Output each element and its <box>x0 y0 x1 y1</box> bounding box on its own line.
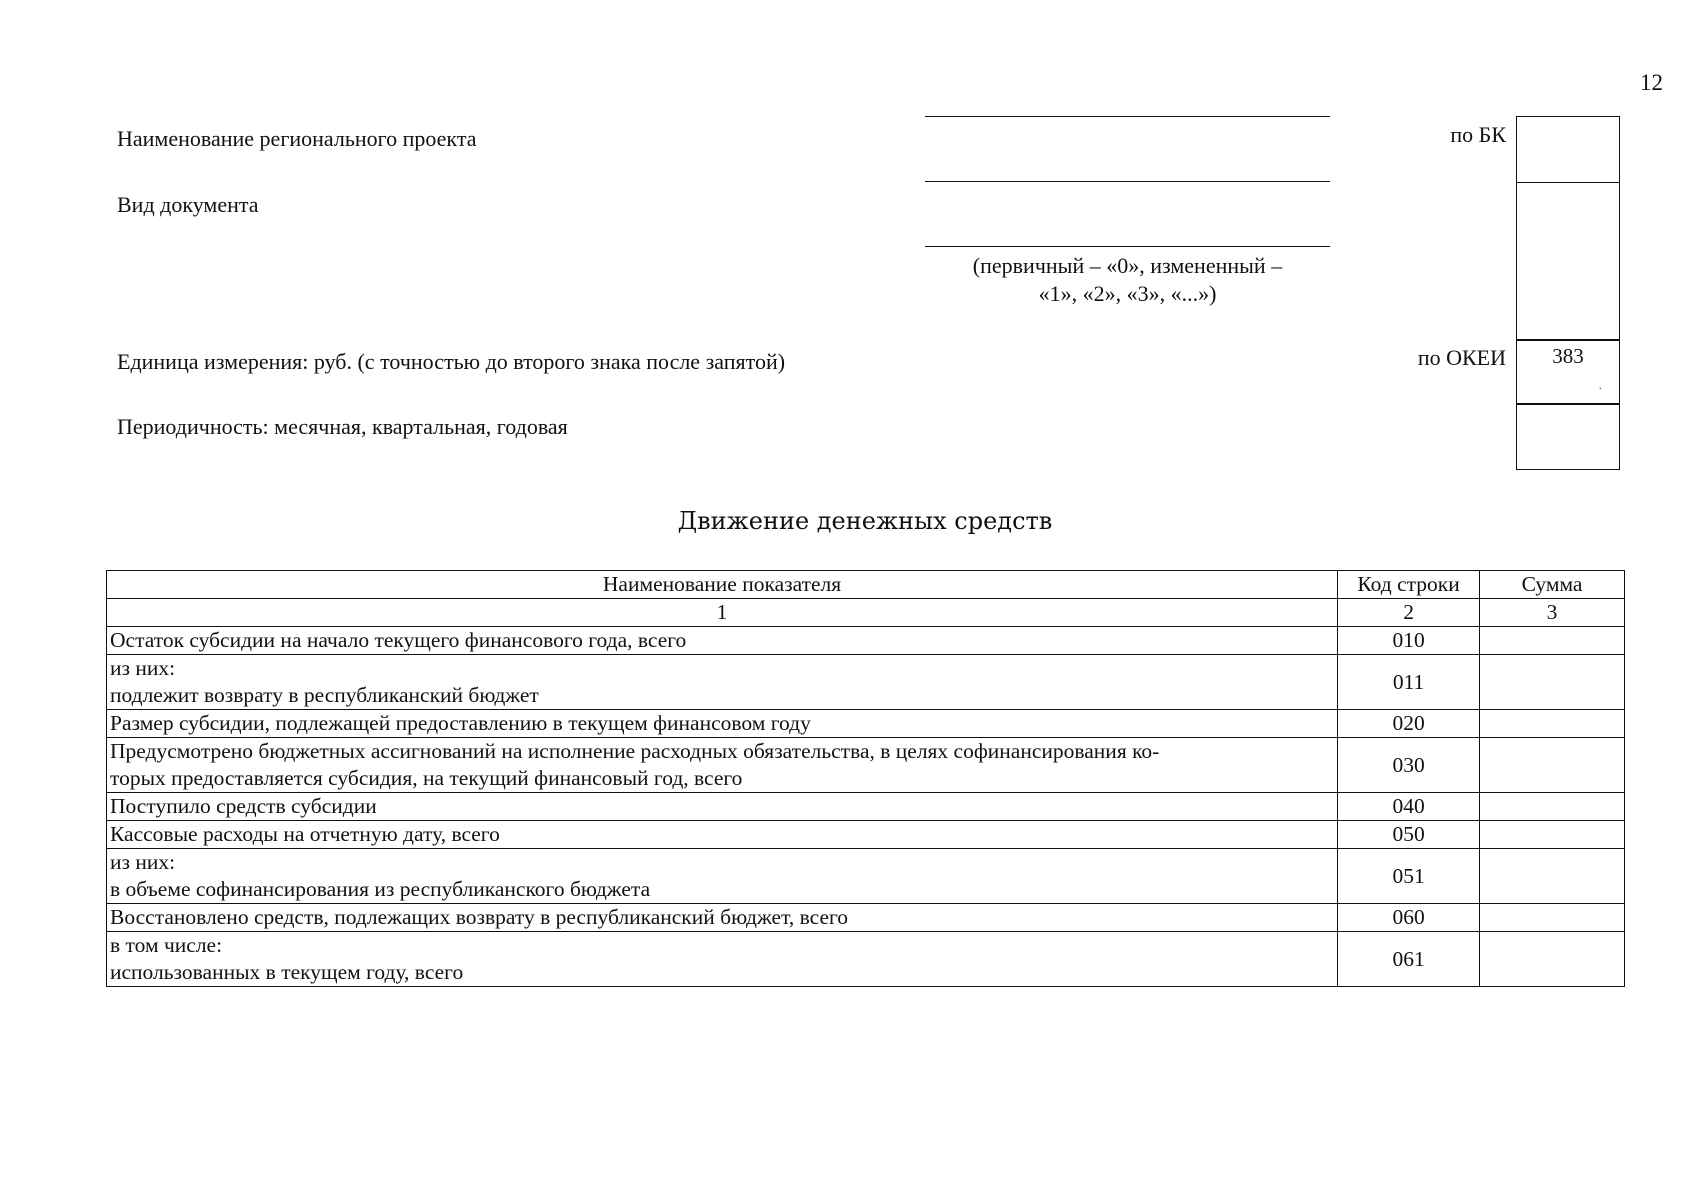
line-code: 050 <box>1338 821 1480 849</box>
periodicity-code-box[interactable] <box>1516 403 1620 470</box>
header-sum: Сумма <box>1480 571 1625 599</box>
indicator-name <box>107 738 1338 793</box>
table-row <box>107 821 1625 849</box>
table-row <box>107 710 1625 738</box>
column-number-row <box>107 599 1625 627</box>
sum-cell[interactable] <box>1480 655 1625 710</box>
project-name-field-line[interactable] <box>925 116 1330 117</box>
line-code: 051 <box>1338 849 1480 904</box>
by-bk-label: по БК <box>1450 122 1506 147</box>
table-row <box>107 904 1625 932</box>
indicator-text: из них: <box>110 850 176 874</box>
column-number: 1 <box>107 599 1338 627</box>
page-number: 12 <box>1640 70 1663 95</box>
sum-cell[interactable] <box>1480 710 1625 738</box>
cash-flow-table <box>106 570 1625 987</box>
line-code: 011 <box>1338 655 1480 710</box>
indicator-text: Восстановлено средств, подлежащих возврату в республиканский бюджет, всего <box>110 905 849 929</box>
line-code: 020 <box>1338 710 1480 738</box>
table-row <box>107 627 1625 655</box>
indicator-text: подлежит возврату в республиканский бюджет <box>110 683 539 707</box>
column-number: 3 <box>1480 599 1625 627</box>
indicator-name <box>107 793 1338 821</box>
indicator-text: Предусмотрено бюджетных ассигнований на исполнение расходных обязательства, в целях софинансирования ко- <box>110 739 1160 763</box>
bk-code-box[interactable] <box>1516 116 1620 183</box>
section-title: Движение денежных средств <box>677 507 1053 535</box>
line-code: 040 <box>1338 793 1480 821</box>
table-row <box>107 793 1625 821</box>
sum-cell[interactable] <box>1480 627 1625 655</box>
indicator-name <box>107 904 1338 932</box>
indicator-text: в том числе: <box>110 933 223 957</box>
sum-cell[interactable] <box>1480 793 1625 821</box>
indicator-name <box>107 655 1338 710</box>
document-type-field-line[interactable] <box>925 181 1330 182</box>
indicator-text: использованных в текущем году, всего <box>110 960 464 984</box>
document-type-label: Вид документа <box>117 192 259 217</box>
hint-line: (первичный – «0», измененный – <box>972 253 1283 278</box>
unit-label: Единица измерения: руб. (с точностью до второго знака после запятой) <box>117 349 786 374</box>
indicator-name <box>107 627 1338 655</box>
header-line-code: Код строки <box>1338 571 1480 599</box>
column-number: 2 <box>1338 599 1480 627</box>
document-type-hint <box>925 252 1330 308</box>
indicator-name <box>107 710 1338 738</box>
periodicity-label: Периодичность: месячная, квартальная, годовая <box>117 414 568 439</box>
sum-cell[interactable] <box>1480 821 1625 849</box>
header-indicator-name: Наименование показателя <box>107 571 1338 599</box>
line-code: 030 <box>1338 738 1480 793</box>
indicator-text: Размер субсидии, подлежащей предоставлению в текущем финансовом году <box>110 711 811 735</box>
indicator-text: из них: <box>110 656 176 680</box>
by-okei-label: по ОКЕИ <box>1417 345 1506 370</box>
table-row <box>107 932 1625 987</box>
project-name-label: Наименование регионального проекта <box>117 126 477 151</box>
sum-cell[interactable] <box>1480 904 1625 932</box>
line-code: 010 <box>1338 627 1480 655</box>
hint-line: «1», «2», «3», «...») <box>1038 281 1217 306</box>
line-code: 060 <box>1338 904 1480 932</box>
table-row <box>107 849 1625 904</box>
indicator-text: Кассовые расходы на отчетную дату, всего <box>110 822 500 846</box>
table-header-row <box>107 571 1625 599</box>
table-row <box>107 738 1625 793</box>
okei-dot-mark: . <box>1599 381 1602 392</box>
line-code: 061 <box>1338 932 1480 987</box>
document-type-value-line[interactable] <box>925 246 1330 247</box>
table-row <box>107 655 1625 710</box>
indicator-name <box>107 821 1338 849</box>
document-type-code-box[interactable] <box>1516 181 1620 341</box>
sum-cell[interactable] <box>1480 849 1625 904</box>
indicator-text: Поступило средств субсидии <box>110 794 377 818</box>
indicator-name <box>107 932 1338 987</box>
indicator-text: Остаток субсидии на начало текущего финансового года, всего <box>110 628 687 652</box>
indicator-name <box>107 849 1338 904</box>
indicator-text: в объеме софинансирования из республиканского бюджета <box>110 877 651 901</box>
okei-code-box[interactable]: 383 <box>1516 339 1620 405</box>
indicator-text: торых предоставляется субсидия, на текущий финансовый год, всего <box>110 766 743 790</box>
sum-cell[interactable] <box>1480 932 1625 987</box>
sum-cell[interactable] <box>1480 738 1625 793</box>
